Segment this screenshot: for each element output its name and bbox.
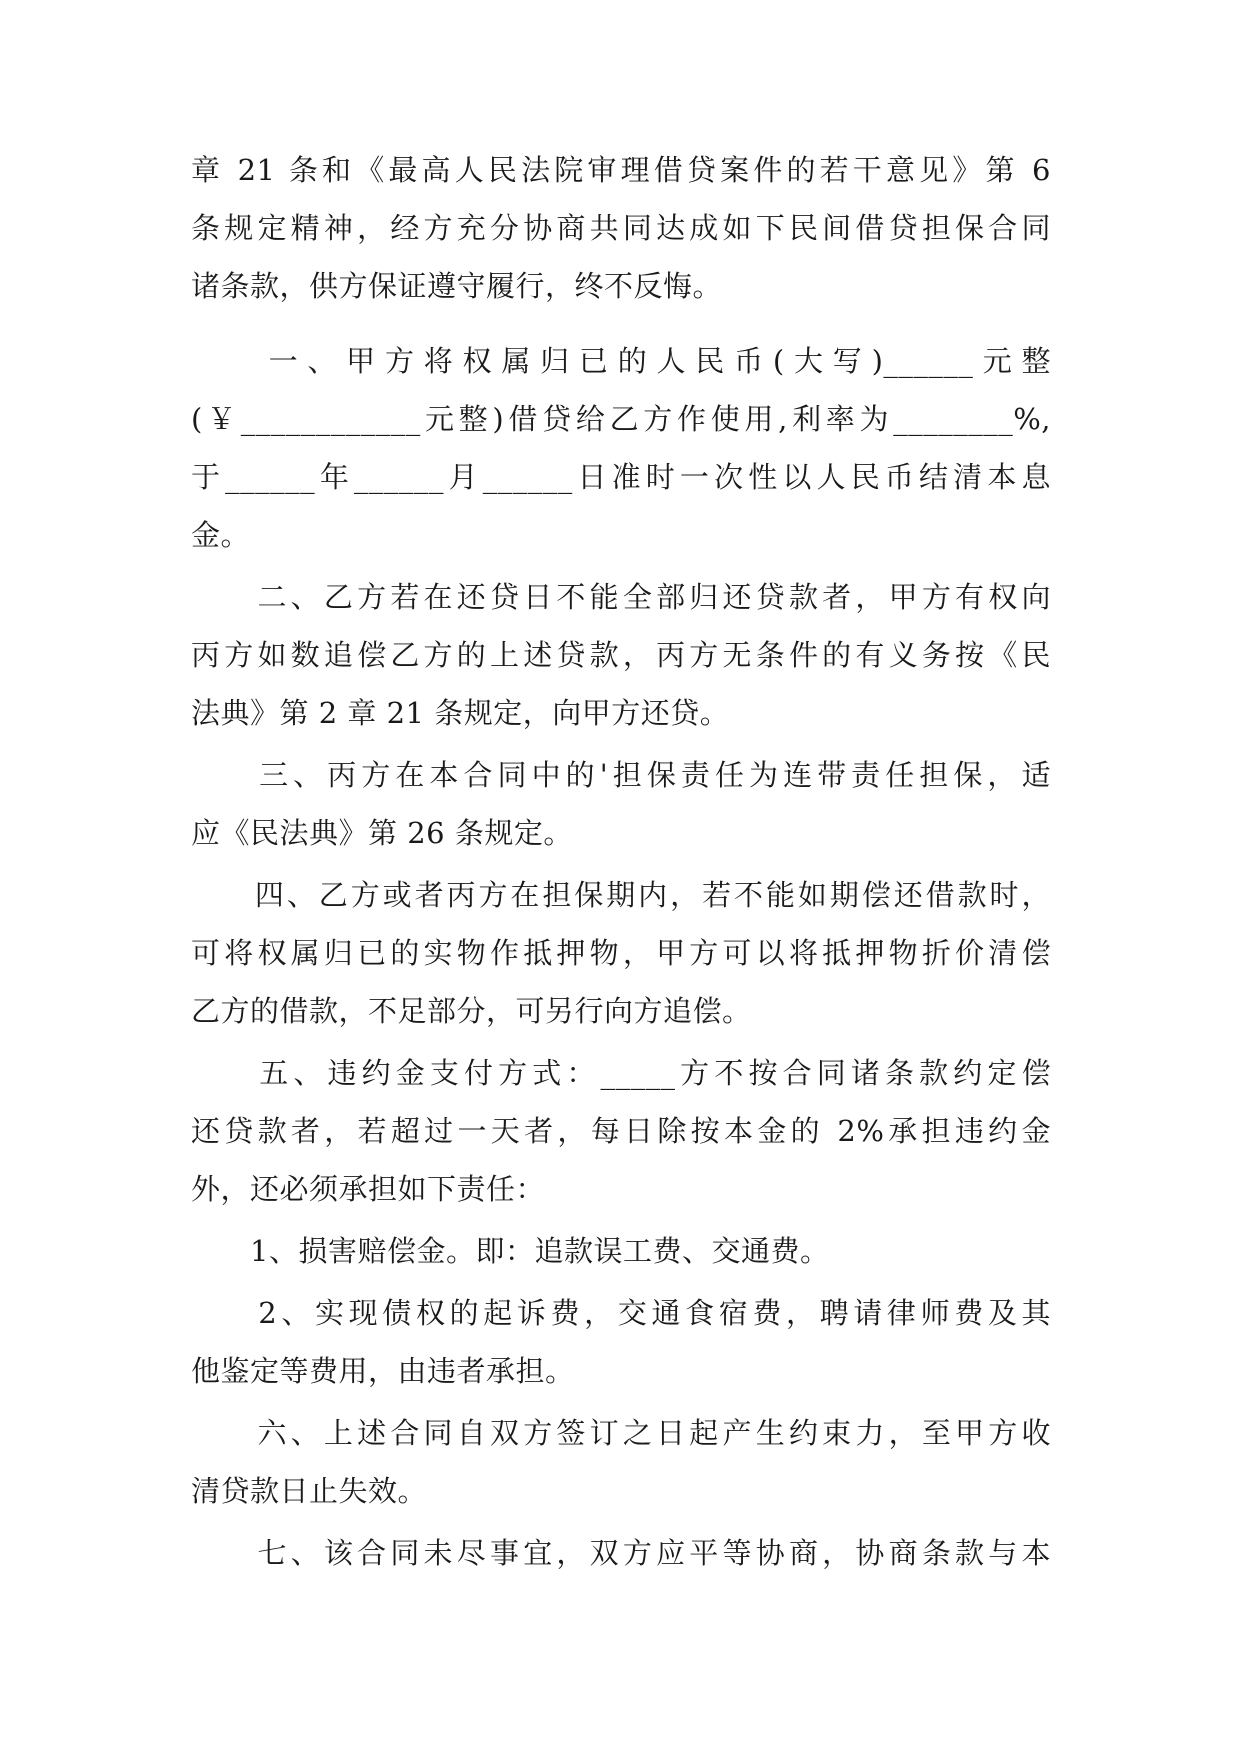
text-line: 金。	[191, 518, 251, 552]
text-line: 乙方的借款，不足部分，可另行向方追偿。	[191, 994, 752, 1028]
text-line: 三、丙方在本合同中的'担保责任为连带责任担保，适	[191, 758, 1051, 792]
text-line: 七、该合同未尽事宜，双方应平等协商，协商条款与本	[191, 1536, 1051, 1570]
text-line: 外，还必须承担如下责任：	[191, 1172, 546, 1206]
text-line: 丙方如数追偿乙方的上述贷款，丙方无条件的有义务按《民	[191, 638, 1051, 672]
text-line: 四、乙方或者丙方在担保期内，若不能如期偿还借款时，	[191, 878, 1051, 912]
text-line: 五、违约金支付方式：_____方不按合同诸条款约定偿	[191, 1056, 1051, 1090]
text-line: 一、甲方将权属归已的人民币(大写)______元整	[191, 344, 1051, 378]
text-line: 条规定精神，经方充分协商共同达成如下民间借贷担保合同	[191, 211, 1051, 245]
text-line: 应《民法典》第 26 条规定。	[191, 816, 573, 850]
text-line: 六、上述合同自双方签订之日起产生约束力，至甲方收	[191, 1416, 1051, 1450]
text-line: 1、损害赔偿金。即：追款误工费、交通费。	[191, 1234, 830, 1268]
text-line: 2、实现债权的起诉费，交通食宿费，聘请律师费及其	[191, 1296, 1051, 1330]
text-line: 章 21 条和《最高人民法院审理借贷案件的若干意见》第 6	[191, 153, 1051, 187]
text-line: 清贷款日止失效。	[191, 1474, 428, 1508]
text-line: 法典》第 2 章 21 条规定，向甲方还贷。	[191, 696, 730, 730]
text-line: 他鉴定等费用，由违者承担。	[191, 1354, 575, 1388]
text-line: 诸条款，供方保证遵守履行，终不反悔。	[191, 269, 723, 303]
text-line: 二、乙方若在还贷日不能全部归还贷款者，甲方有权向	[191, 580, 1051, 614]
text-line: 于______年______月______日准时一次性以人民币结清本息	[191, 460, 1051, 494]
text-line: 还贷款者，若超过一天者，每日除按本金的 2%承担违约金	[191, 1114, 1051, 1148]
text-line: (￥____________元整)借贷给乙方作使用,利率为________%,	[191, 402, 1051, 436]
text-line: 可将权属归已的实物作抵押物，甲方可以将抵押物折价清偿	[191, 936, 1051, 970]
